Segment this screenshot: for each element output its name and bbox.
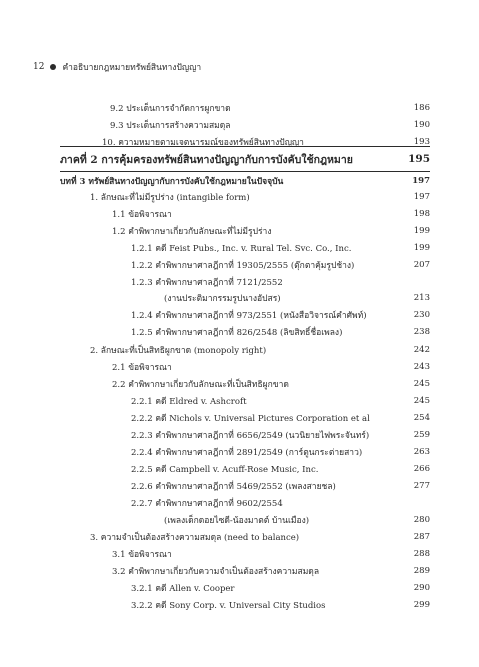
toc-entry-label: 1.2.4 คำพิพากษาศาลฎีกาที่ 973/2551 (หนังสือวิจารณ์คำศัพท์): [131, 311, 367, 321]
toc-entry-page: 299: [413, 600, 430, 610]
toc-entry-page: 213: [413, 293, 430, 303]
toc-entry-label: 9.3 ประเด็นการสร้างความสมดุล: [110, 121, 231, 131]
toc-entry-label: 3.2.2 คดี Sony Corp. v. Universal City Studios: [131, 601, 326, 611]
toc-entry-label: บทที่ 3 ทรัพย์สินทางปัญญากับการบังคับใช้กฎหมายในปัจจุบัน: [60, 177, 284, 187]
divider: [60, 171, 430, 172]
toc-entry-label: ภาคที่ 2 การคุ้มครองทรัพย์สินทางปัญญากับการบังคับใช้กฎหมาย: [60, 153, 353, 166]
toc-entry-label: 2. ลักษณะที่เป็นสิทธิผูกขาด (monopoly right): [90, 346, 267, 356]
toc-entry-label: 2.2.4 คำพิพากษาศาลฎีกาที่ 2891/2549 (การ์ตูนกระต่ายสาว): [131, 448, 363, 458]
toc-entry-label: 1.2.3 คำพิพากษาศาลฎีกาที่ 7121/2552: [131, 278, 283, 288]
toc-entry-page: 198: [413, 209, 430, 219]
toc-entry-page: 266: [413, 464, 430, 474]
toc-entry-page: 199: [413, 243, 430, 253]
toc-entry-label: 3.2.1 คดี Allen v. Cooper: [131, 584, 235, 594]
toc-entry-label: 2.2.1 คดี Eldred v. Ashcroft: [131, 397, 247, 407]
toc-entry-page: 207: [413, 260, 430, 270]
toc-entry-label: 3. ความจำเป็นต้องสร้างความสมดุล (need to balance): [90, 533, 300, 543]
toc-entry-page: 259: [413, 430, 430, 440]
toc-entry-page: 290: [413, 583, 430, 593]
toc-entry-page: 289: [413, 566, 430, 576]
divider: [60, 146, 430, 147]
page-number: 12: [33, 62, 45, 72]
toc-entry-page: 199: [413, 226, 430, 236]
toc-entry-page: 245: [413, 396, 430, 406]
toc-entry-page: 287: [413, 532, 430, 542]
toc-entry-page: 197: [413, 192, 430, 202]
toc-entry-page: 263: [413, 447, 430, 457]
toc-entry-label: 10. ความหมายตามเจตนารมณ์ของทรัพย์สินทางปัญญา: [102, 138, 304, 148]
toc-entry-label: 1.2 คำพิพากษาเกี่ยวกับลักษณะที่ไม่มีรูปร่าง: [112, 227, 272, 237]
toc-entry-label: (งานประติมากรรมรูปนางอัปสร): [164, 294, 281, 304]
toc-entry-page: 288: [413, 549, 430, 559]
toc-entry-page: 230: [413, 310, 430, 320]
toc-entry-label: 3.1 ข้อพิจารณา: [112, 550, 172, 560]
toc-entry-page: 195: [408, 153, 430, 165]
toc-entry-label: 9.2 ประเด็นการจำกัดการผูกขาด: [110, 104, 231, 114]
toc-entry-label: 2.2.3 คำพิพากษาศาลฎีกาที่ 6656/2549 (นวนิยายไฟพระจันทร์): [131, 431, 370, 441]
toc-entry-label: 1.2.2 คำพิพากษาศาลฎีกาที่ 19305/2555 (ตุ๊กตาคุ้มรูปช้าง): [131, 261, 355, 271]
toc-entry-page: 186: [413, 103, 430, 113]
toc-entry-page: 277: [413, 481, 430, 491]
toc-entry-page: 280: [413, 515, 430, 525]
toc-entry-label: 1.2.1 คดี Feist Pubs., Inc. v. Rural Tel. Svc. Co., Inc.: [131, 244, 352, 254]
toc-entry-page: 242: [413, 345, 430, 355]
toc-entry-label: 2.2.5 คดี Campbell v. Acuff-Rose Music, Inc.: [131, 465, 319, 475]
toc-entry-label: (เพลงเด็กดอยไซดี-น้องมาตต์ บ้านเมือง): [164, 516, 310, 526]
toc-entry-page: 193: [413, 137, 430, 147]
toc-entry-page: 197: [412, 176, 430, 186]
toc-entry-page: 245: [413, 379, 430, 389]
toc-entry-page: 190: [413, 120, 430, 130]
toc-entry-label: 1. ลักษณะที่ไม่มีรูปร่าง (intangible form): [90, 193, 250, 203]
toc-entry-page: 243: [413, 362, 430, 372]
toc-entry-label: 2.2 คำพิพากษาเกี่ยวกับลักษณะที่เป็นสิทธิผูกขาด: [112, 380, 289, 390]
toc-entry-label: 1.1 ข้อพิจารณา: [112, 210, 172, 220]
toc-entry-label: 2.1 ข้อพิจารณา: [112, 363, 172, 373]
toc-entry-label: 1.2.5 คำพิพากษาศาลฎีกาที่ 826/2548 (ลิขสิทธิ์ชื่อเพลง): [131, 328, 343, 338]
toc-entry-page: 254: [413, 413, 430, 423]
toc-entry-page: 238: [413, 327, 430, 337]
toc-entry-label: 3.2 คำพิพากษาเกี่ยวกับความจำเป็นต้องสร้างความสมดุล: [112, 567, 320, 577]
toc-entry-label: 2.2.2 คดี Nichols v. Universal Pictures Corporation et al: [131, 414, 370, 424]
book-title: คำอธิบายกฎหมายทรัพย์สินทางปัญญา: [62, 63, 202, 73]
toc-entry-label: 2.2.7 คำพิพากษาศาลฎีกาที่ 9602/2554: [131, 499, 283, 509]
toc-entry-label: 2.2.6 คำพิพากษาศาลฎีกาที่ 5469/2552 (เพลงสายชล): [131, 482, 336, 492]
